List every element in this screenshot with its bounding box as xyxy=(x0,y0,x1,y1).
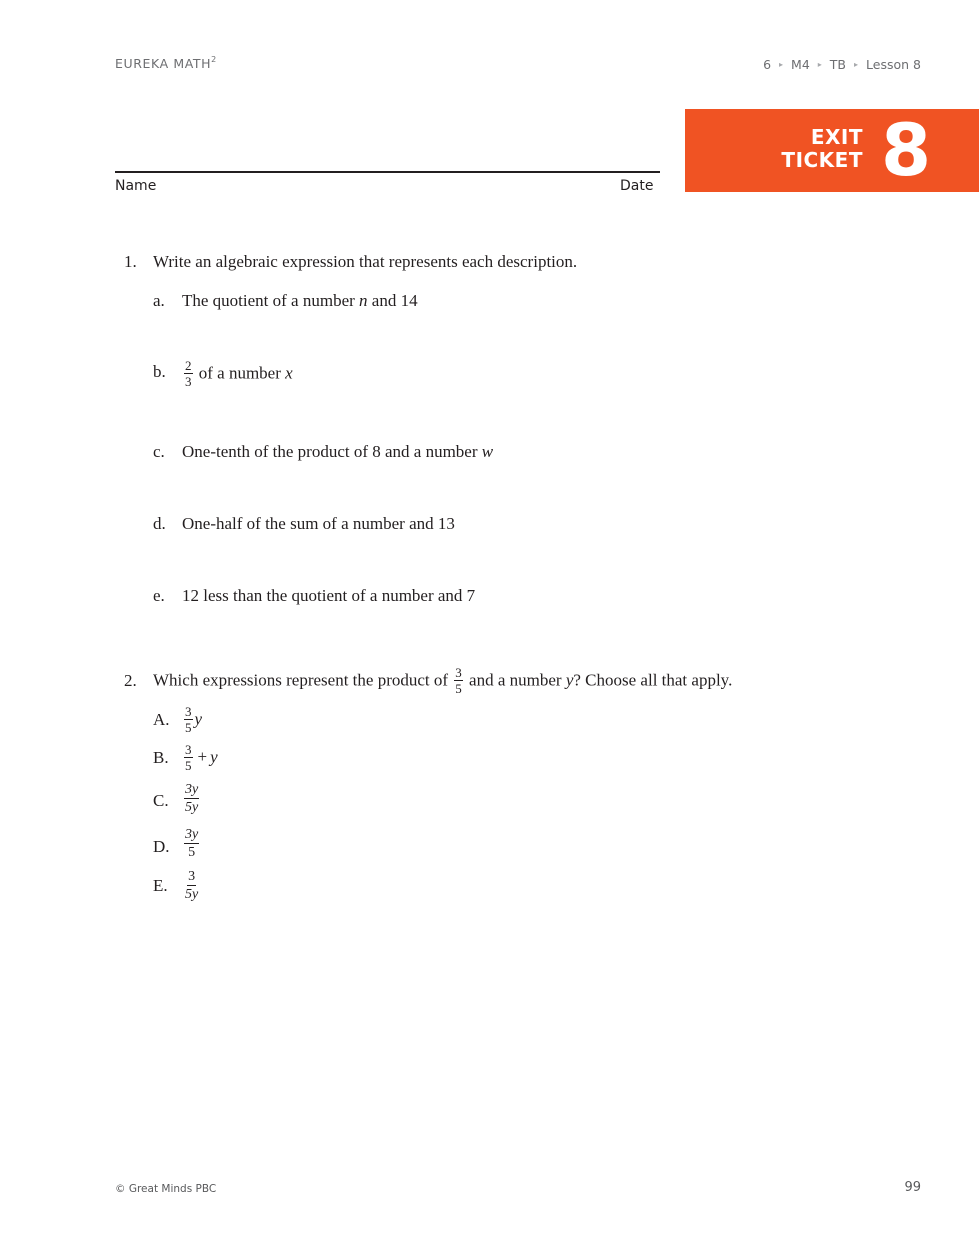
fraction-numerator: 3y xyxy=(185,827,199,842)
option-label: D. xyxy=(153,837,170,856)
fraction xyxy=(184,869,199,902)
brand-superscript: 2 xyxy=(211,55,217,64)
fraction-numerator: 2 xyxy=(185,358,192,373)
prompt-post: ? Choose all that apply. xyxy=(573,670,733,690)
fraction xyxy=(454,666,463,695)
breadcrumb-book: TB xyxy=(829,57,847,72)
variable: n xyxy=(359,291,368,310)
name-date-line[interactable] xyxy=(115,171,660,173)
part-label: e. xyxy=(153,586,165,605)
variable: x xyxy=(285,363,293,383)
fraction-numerator: 3 xyxy=(455,665,462,680)
part-text-pre: One-tenth of the product of 8 and a number xyxy=(182,442,482,461)
copyright: © Great Minds PBC xyxy=(115,1183,217,1195)
breadcrumb-lesson: Lesson 8 xyxy=(866,57,921,72)
fraction xyxy=(184,359,193,388)
plus-sign: + xyxy=(197,747,208,767)
option-label: B. xyxy=(153,748,169,767)
exit-label-line1: EXIT xyxy=(810,125,863,149)
part-text xyxy=(182,360,293,389)
exit-ticket-label xyxy=(781,126,863,172)
variable: y xyxy=(194,709,203,729)
part-text xyxy=(182,442,493,462)
part-label: a. xyxy=(153,291,165,310)
fraction-numerator: 3 xyxy=(185,704,192,719)
option-expression xyxy=(182,870,201,903)
fraction-numerator: 3 xyxy=(188,869,196,884)
part-text: 12 less than the quotient of a number and 7 xyxy=(182,586,476,605)
prompt-pre: Which expressions represent the product of xyxy=(153,670,453,690)
exit-label-line2: TICKET xyxy=(781,148,863,172)
option-expression xyxy=(182,706,202,735)
part-label: d. xyxy=(153,514,166,533)
fraction xyxy=(184,827,199,860)
fraction-denominator: 5 xyxy=(455,681,462,696)
fraction xyxy=(184,782,199,815)
brand-title xyxy=(115,56,217,71)
name-label: Name xyxy=(115,178,157,194)
fraction-denominator: 3 xyxy=(185,374,192,389)
fraction-numerator: 3y xyxy=(185,782,199,797)
option-label: A. xyxy=(153,710,170,729)
fraction-denominator: 5 xyxy=(185,758,192,773)
fraction xyxy=(184,743,193,772)
variable: y xyxy=(565,670,574,690)
page-number: 99 xyxy=(904,1180,921,1195)
breadcrumb xyxy=(763,57,921,72)
fraction-denominator: 5y xyxy=(185,887,199,902)
breadcrumb-module: M4 xyxy=(791,57,810,72)
question-number: 1. xyxy=(124,252,137,271)
brand-text: EUREKA MATH xyxy=(115,56,212,71)
option-expression xyxy=(182,744,218,773)
breadcrumb-grade: 6 xyxy=(763,57,772,72)
question-prompt xyxy=(153,667,732,696)
fraction-denominator: 5y xyxy=(185,800,199,815)
option-expression xyxy=(182,828,201,861)
part-text-post: and 14 xyxy=(367,291,418,310)
option-label: C. xyxy=(153,791,169,810)
option-expression xyxy=(182,783,201,816)
part-text xyxy=(182,291,418,311)
fraction-denominator: 5 xyxy=(188,845,196,860)
prompt-mid: and a number xyxy=(464,670,566,690)
question-prompt: Write an algebraic expression that represents each description. xyxy=(153,252,578,271)
part-label: b. xyxy=(153,362,166,381)
fraction-numerator: 3 xyxy=(185,742,192,757)
chevron-right-icon: ▸ xyxy=(817,60,822,69)
date-label: Date xyxy=(620,178,654,194)
part-text-pre: The quotient of a number xyxy=(182,291,360,310)
fraction-denominator: 5 xyxy=(185,720,192,735)
lesson-number: 8 xyxy=(881,108,932,192)
part-text-pre: of a number xyxy=(194,363,286,383)
variable: y xyxy=(210,747,218,767)
chevron-right-icon: ▸ xyxy=(779,60,784,69)
part-text: One-half of the sum of a number and 13 xyxy=(182,514,455,533)
part-label: c. xyxy=(153,442,165,461)
question-number: 2. xyxy=(124,671,137,690)
chevron-right-icon: ▸ xyxy=(854,60,859,69)
variable: w xyxy=(481,442,494,461)
fraction xyxy=(184,705,193,734)
exit-ticket-badge xyxy=(685,109,979,192)
option-label: E. xyxy=(153,876,168,895)
